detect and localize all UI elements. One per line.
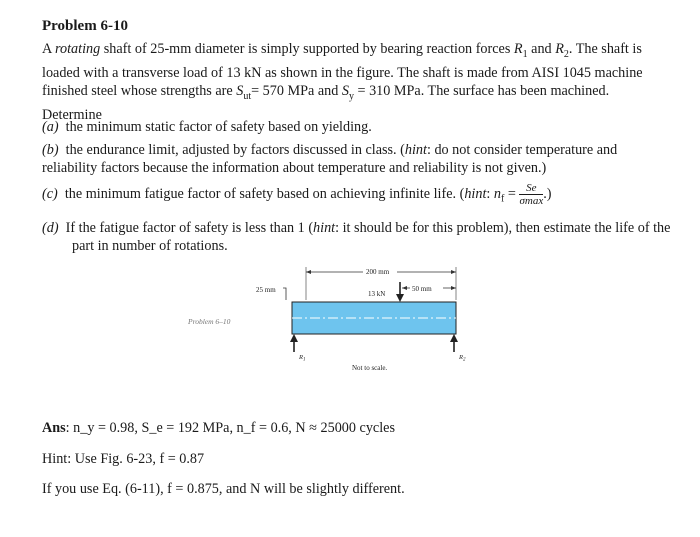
se-over-sigma-fraction <box>519 182 543 207</box>
fraction-denominator: σmax <box>519 195 544 207</box>
sut-subscript: ut <box>243 90 252 102</box>
r2-label: $R_2$ <box>459 354 466 363</box>
load-label: 13 kN <box>368 290 386 298</box>
part-a-label: (a) <box>42 119 59 135</box>
problem-title: Problem 6-10 <box>42 18 128 34</box>
sy-symbol: S <box>341 82 349 99</box>
part-a-text: the minimum static factor of safety based on yielding. <box>65 119 372 135</box>
figure-caption: Problem 6–10 <box>188 317 231 326</box>
answer-line <box>42 420 395 437</box>
part-b-text: : do not consider temperature and reliability factors because the information about temperature and reliability is not given.) <box>42 142 618 176</box>
arrowhead-icon <box>402 286 407 290</box>
arrowhead-icon <box>451 270 456 274</box>
down-arrow-icon <box>396 294 404 302</box>
part-c-equals: = <box>504 185 520 202</box>
part-d-hint: hint <box>313 220 336 236</box>
nf-subscript: f <box>501 193 505 205</box>
dim-25-label: 25 mm <box>256 286 276 294</box>
r1-label: $R_1$ <box>299 354 306 363</box>
hint-line: Hint: Use Fig. 6-23, f = 0.87 <box>42 451 205 467</box>
r2-symbol: R <box>555 41 564 57</box>
problem-intro <box>42 40 662 124</box>
sy-subscript: y <box>348 90 354 102</box>
part-b-label: (b) <box>42 142 59 158</box>
intro-text: and <box>527 41 556 57</box>
part-c-text: : <box>486 185 494 202</box>
nf-symbol: n <box>493 185 501 202</box>
intro-text: A <box>42 41 56 57</box>
r1-subscript: 1 <box>522 48 528 60</box>
part-a <box>42 118 692 136</box>
part-d <box>42 219 692 255</box>
part-c <box>42 182 662 209</box>
r1-symbol: R <box>513 41 523 57</box>
part-c-text: the minimum fatigue factor of safety based on achieving infinite life. ( <box>64 185 465 202</box>
part-d-text: : it should be for this problem), then estimate the life of the part in number of rotations. <box>72 220 671 254</box>
equation-note: If you use Eq. (6-11), f = 0.875, and N will be slightly different. <box>42 481 405 497</box>
dim-50-label: 50 mm <box>412 285 432 293</box>
answer-label: Ans <box>42 420 66 436</box>
sut-symbol: S <box>236 82 244 99</box>
part-c-text: .) <box>543 185 552 202</box>
shaft-figure <box>180 262 480 382</box>
part-d-label: (d) <box>42 220 59 236</box>
part-b <box>42 141 662 177</box>
part-c-label: (c) <box>42 185 58 202</box>
answer-text: : n_y = 0.98, S_e = 192 MPa, n_f = 0.6, N ≈ 25000 cycles <box>65 420 395 436</box>
dim-25-leader <box>283 288 286 300</box>
intro-text: = 570 MPa and <box>251 82 342 99</box>
r2-subscript: 2 <box>563 48 569 60</box>
intro-emphasis: rotating <box>55 41 101 57</box>
arrowhead-icon <box>306 270 311 274</box>
part-d-text: If the fatigue factor of safety is less than 1 ( <box>65 220 314 236</box>
up-arrow-icon <box>450 334 458 342</box>
part-b-hint: hint <box>404 142 427 158</box>
up-arrow-icon <box>290 334 298 342</box>
fraction-numerator: Se <box>519 182 543 195</box>
scale-note: Not to scale. <box>352 364 388 372</box>
part-c-hint: hint <box>464 185 487 202</box>
dim-200-label: 200 mm <box>366 268 390 276</box>
intro-text: = 310 MPa. The surface has been machined. Determine <box>42 82 610 123</box>
intro-text: shaft of 25-mm diameter is simply supported by bearing reaction forces <box>100 41 514 57</box>
intro-text: . The shaft is loaded with a transverse load of 13 kN as shown in the figure. The shaft is made from AISI 1045 machine finished steel whose strengths are <box>42 41 643 99</box>
arrowhead-icon <box>451 286 456 290</box>
part-b-text: the endurance limit, adjusted by factors discussed in class. ( <box>65 142 405 158</box>
